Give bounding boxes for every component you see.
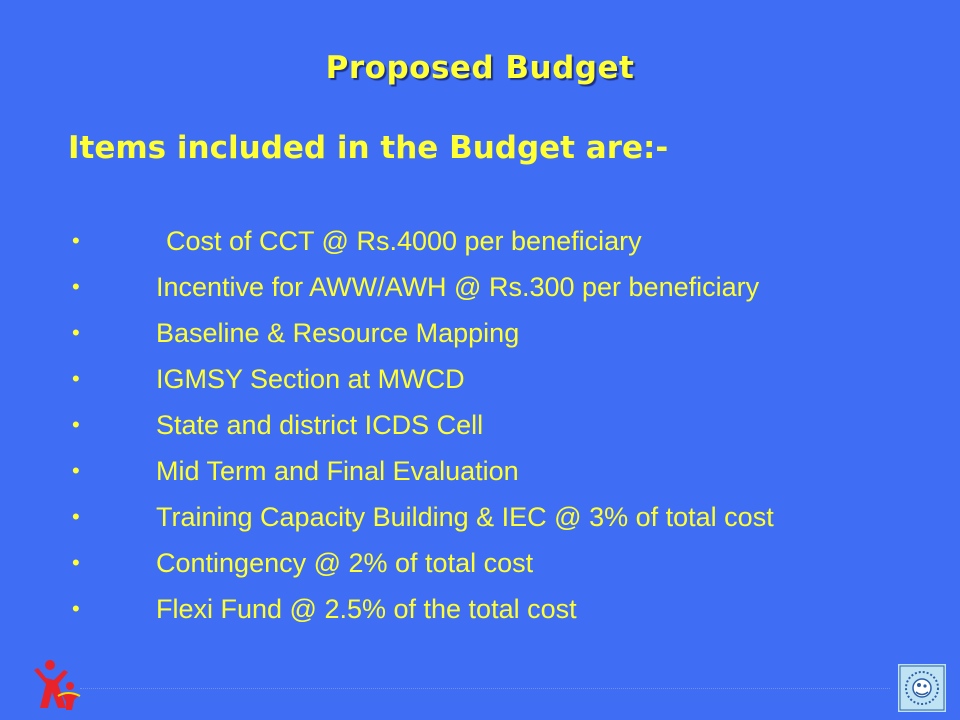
list-item [0,540,960,586]
list-item-text: Flexi Fund @ 2.5% of the total cost [156,594,577,624]
list-item [0,448,960,494]
bullet-icon: • [72,228,80,253]
list-item [0,310,960,356]
budget-items-list [0,218,960,632]
icds-emblem-icon [898,664,946,712]
bullet-icon: • [72,550,80,575]
bullet-icon: • [72,504,80,529]
bullet-icon: • [72,596,80,621]
slide-title: Proposed Budget [325,50,635,86]
list-item-text: State and district ICDS Cell [156,410,484,440]
list-item [0,494,960,540]
list-item-text: Baseline & Resource Mapping [156,318,520,348]
list-item [0,356,960,402]
bullet-icon: • [72,366,80,391]
list-item [0,586,960,632]
bullet-icon: • [72,412,80,437]
list-item-text: Mid Term and Final Evaluation [156,456,519,486]
mother-child-logo-icon [28,656,84,712]
list-item-text: Contingency @ 2% of total cost [156,548,534,578]
list-item-text: Cost of CCT @ Rs.4000 per beneficiary [166,226,642,256]
list-item-text: Training Capacity Building & IEC @ 3% of total cost [156,502,774,532]
list-item-text: IGMSY Section at MWCD [156,364,465,394]
list-item [0,264,960,310]
list-item [0,218,960,264]
list-item [0,402,960,448]
slide-subtitle: Items included in the Budget are:- [68,130,669,166]
list-item-text: Incentive for AWW/AWH @ Rs.300 per beneficiary [156,272,760,302]
footer-divider [80,688,890,689]
bullet-icon: • [72,458,80,483]
bullet-icon: • [72,274,80,299]
bullet-icon: • [72,320,80,345]
